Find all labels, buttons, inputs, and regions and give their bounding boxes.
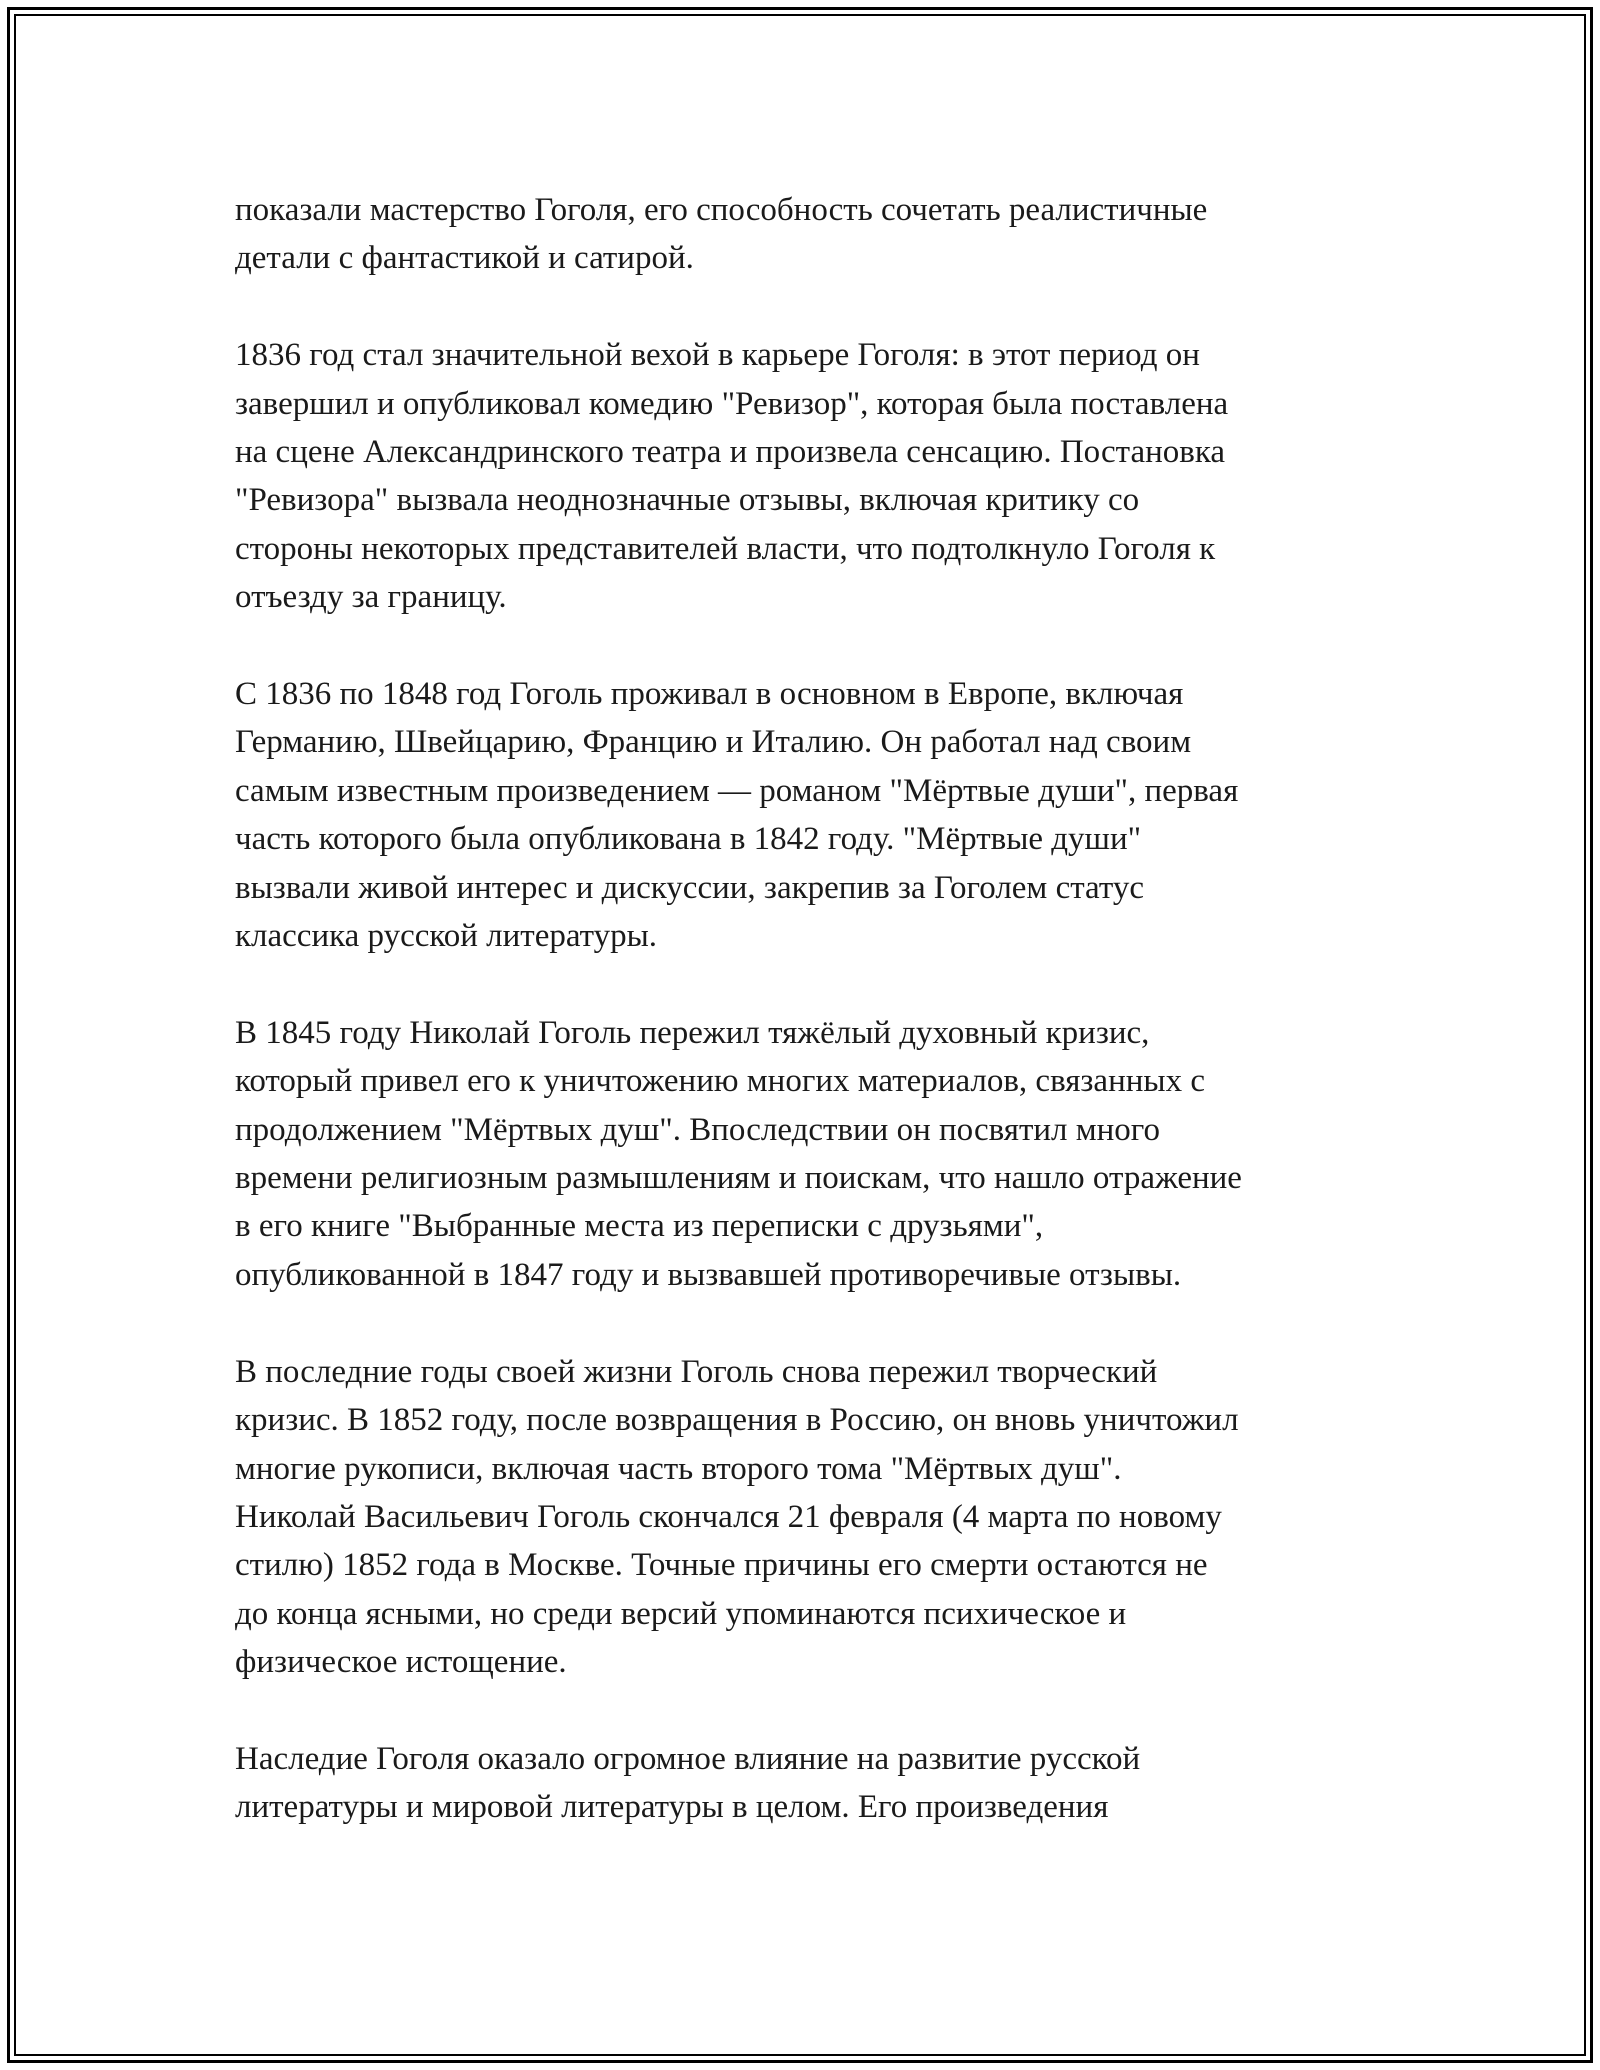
paragraph-2: 1836 год стал значительной вехой в карьере Гоголя: в этот период он завершил и опубликовал комедию "Ревизор", которая была поставлена на сцене Александринского театра и произвела сенсацию. Постановка "Ревизора" вызвала неоднозначные отзывы, включая критику со стороны некоторых представителей власти, что подтолкнуло Гоголя к отъезду за границу. [235,337,1229,616]
paragraph-3: С 1836 по 1848 год Гоголь проживал в основном в Европе, включая Германию, Швейцарию, Францию и Италию. Он работал над своим самым известным произведением — романом "Мёртвые души", первая часть которого была опубликована в 1842 году. "Мёртвые души" вызвали живой интерес и дискуссии, закрепив за Гоголем статус классика русской литературы. [235,676,1239,955]
document-body [235,186,1365,1880]
paragraph-5: В последние годы своей жизни Гоголь снова пережил творческий кризис. В 1852 году, после возвращения в Россию, он вновь уничтожил многие рукописи, включая часть второго тома "Мёртвых душ". Николай Васильевич Гоголь скончался 21 февраля (4 марта по новому стилю) 1852 года в Москве. Точные причины его смерти остаются не до конца ясными, но среди версий упоминаются психическое и физическое истощение. [235,1353,1239,1681]
paragraph-6: Наследие Гоголя оказало огромное влияние на развитие русской литературы и мировой литературы в целом. Его произведения [235,1740,1141,1826]
paragraph-4: В 1845 году Николай Гоголь пережил тяжёлый духовный кризис, который привел его к уничтожению многих материалов, связанных с продолжением "Мёртвых душ". Впоследствии он посвятил много времени религиозным размышлениям и поискам, что нашло отражение в его книге "Выбранные места из переписки с друзьями", опубликованной в 1847 году и вызвавшей противоречивые отзывы. [235,1014,1242,1293]
paragraph-1: показали мастерство Гоголя, его способность сочетать реалистичные детали с фантастикой и сатирой. [235,192,1208,277]
